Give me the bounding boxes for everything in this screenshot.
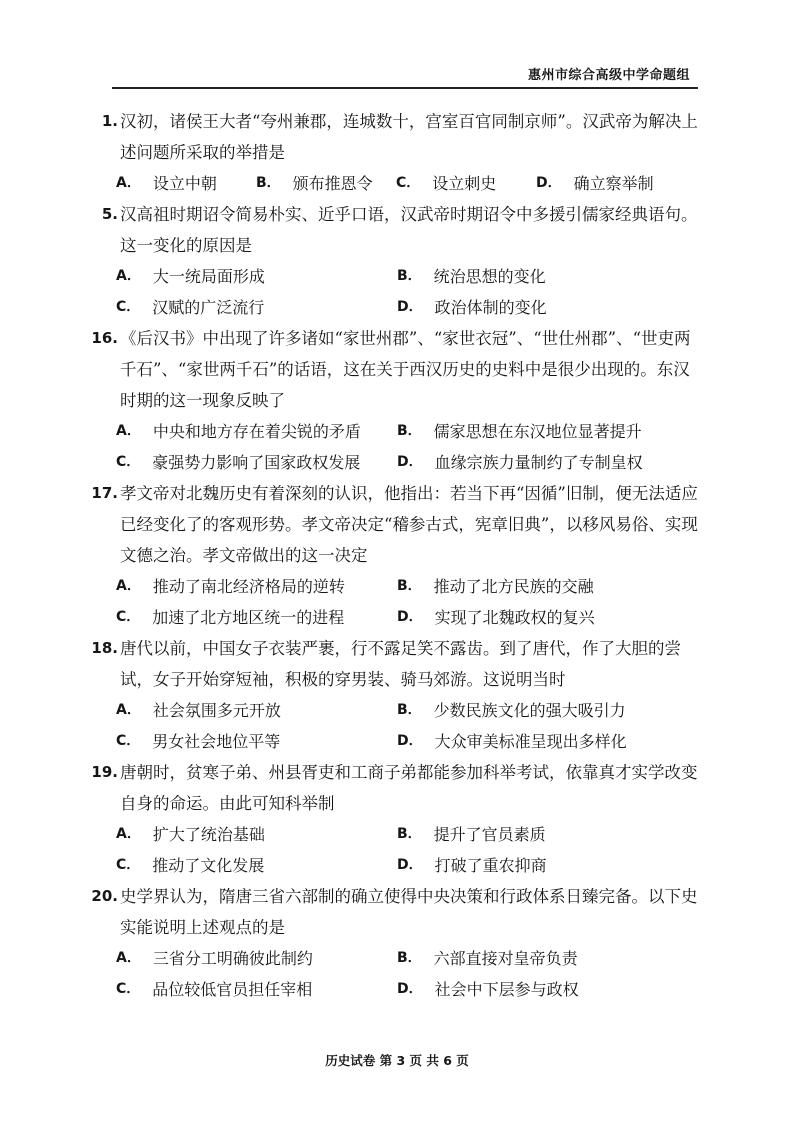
option-b: B． 儒家思想在东汉地位显著提升	[397, 422, 642, 441]
question-stem: 汉初，诸侯王大者“夸州兼郡，连城数十，宫室百官同制京师”。汉武帝为解决上述问题所采取的举措是	[120, 112, 698, 162]
option-group	[88, 168, 698, 199]
option-d: D． 确立察举制	[536, 174, 654, 193]
option-c: C． 品位较低官员担任宰相	[116, 980, 313, 999]
option-d: D． 社会中下层参与政权	[397, 980, 579, 999]
header-title: 惠州市综合高级中学命题组	[527, 68, 690, 83]
option-c: C． 设立刺史	[396, 174, 497, 193]
option-group	[88, 416, 698, 478]
option-group	[88, 695, 698, 757]
question-number: 17.	[91, 484, 118, 502]
option-c: C． 豪强势力影响了国家政权发展	[116, 453, 361, 472]
option-group	[88, 943, 698, 1005]
question-stem: 《后汉书》中出现了许多诸如“家世州郡”、“家世衣冠”、“世仕州郡”、“世吏两千石”、“家世两千石”的话语，这在关于西汉历史的史料中是很少出现的。东汉时期的这一现象反映了	[120, 329, 691, 410]
question	[88, 633, 698, 757]
question-stem: 唐代以前，中国女子衣装严裹，行不露足笑不露齿。到了唐代，作了大胆的尝试，女子开始穿短袖，积极的穿男装、骑马郊游。这说明当时	[120, 639, 681, 689]
option-a: A． 设立中朝	[116, 174, 217, 193]
question-list	[88, 106, 698, 1005]
option-a: A． 社会氛围多元开放	[116, 701, 281, 720]
question	[88, 106, 698, 199]
option-b: B． 统治思想的变化	[397, 267, 546, 286]
option-b: B． 少数民族文化的强大吸引力	[397, 701, 626, 720]
question-stem: 唐朝时，贫寒子弟、州县胥吏和工商子弟都能参加科举考试，依靠真才实学改变自身的命运。由此可知科举制	[120, 763, 698, 813]
option-b: B． 颁布推恩令	[256, 174, 373, 193]
question-number: 5.	[101, 205, 118, 223]
option-a: A． 扩大了统治基础	[116, 825, 265, 844]
option-b: B． 提升了官员素质	[397, 825, 546, 844]
question-number: 18.	[91, 639, 118, 657]
option-a: A． 三省分工明确彼此制约	[116, 949, 313, 968]
question	[88, 323, 698, 478]
question	[88, 881, 698, 1005]
option-b: B． 推动了北方民族的交融	[397, 577, 594, 596]
question	[88, 199, 698, 323]
header-divider	[112, 87, 698, 89]
question-number: 16.	[91, 329, 118, 347]
question-number: 19.	[91, 763, 118, 781]
page-footer: 历史试卷 第 3 页 共 6 页	[325, 1053, 469, 1068]
option-c: C． 汉赋的广泛流行	[116, 298, 265, 317]
option-b: B． 六部直接对皇帝负责	[397, 949, 578, 968]
option-c: C． 男女社会地位平等	[116, 732, 281, 751]
option-d: D． 政治体制的变化	[397, 298, 547, 317]
option-a: A． 大一统局面形成	[116, 267, 265, 286]
option-d: D． 打破了重农抑商	[397, 856, 547, 875]
option-d: D． 血缘宗族力量制约了专制皇权	[397, 453, 643, 472]
option-a: A． 推动了南北经济格局的逆转	[116, 577, 345, 596]
question	[88, 757, 698, 881]
option-c: C． 推动了文化发展	[116, 856, 265, 875]
option-a: A． 中央和地方存在着尖锐的矛盾	[116, 422, 361, 441]
question-stem: 汉高祖时期诏令简易朴实、近乎口语，汉武帝时期诏令中多援引儒家经典语句。这一变化的原因是	[120, 205, 698, 255]
question-number: 1.	[101, 112, 118, 130]
question-stem: 孝文帝对北魏历史有着深刻的认识，他指出：若当下再“因循”旧制，便无法适应已经变化了的客观形势。孝文帝决定“稽参古式，宪章旧典”，以移风易俗、实现文德之治。孝文帝做出的这一决定	[120, 484, 698, 565]
option-c: C． 加速了北方地区统一的进程	[116, 608, 345, 627]
option-group	[88, 819, 698, 881]
option-group	[88, 261, 698, 323]
option-d: D． 大众审美标准呈现出多样化	[397, 732, 627, 751]
option-group	[88, 571, 698, 633]
question-stem: 史学界认为，隋唐三省六部制的确立使得中央决策和行政体系日臻完备。以下史实能说明上述观点的是	[120, 887, 698, 937]
option-d: D． 实现了北魏政权的复兴	[397, 608, 595, 627]
question	[88, 478, 698, 633]
question-number: 20.	[91, 887, 118, 905]
